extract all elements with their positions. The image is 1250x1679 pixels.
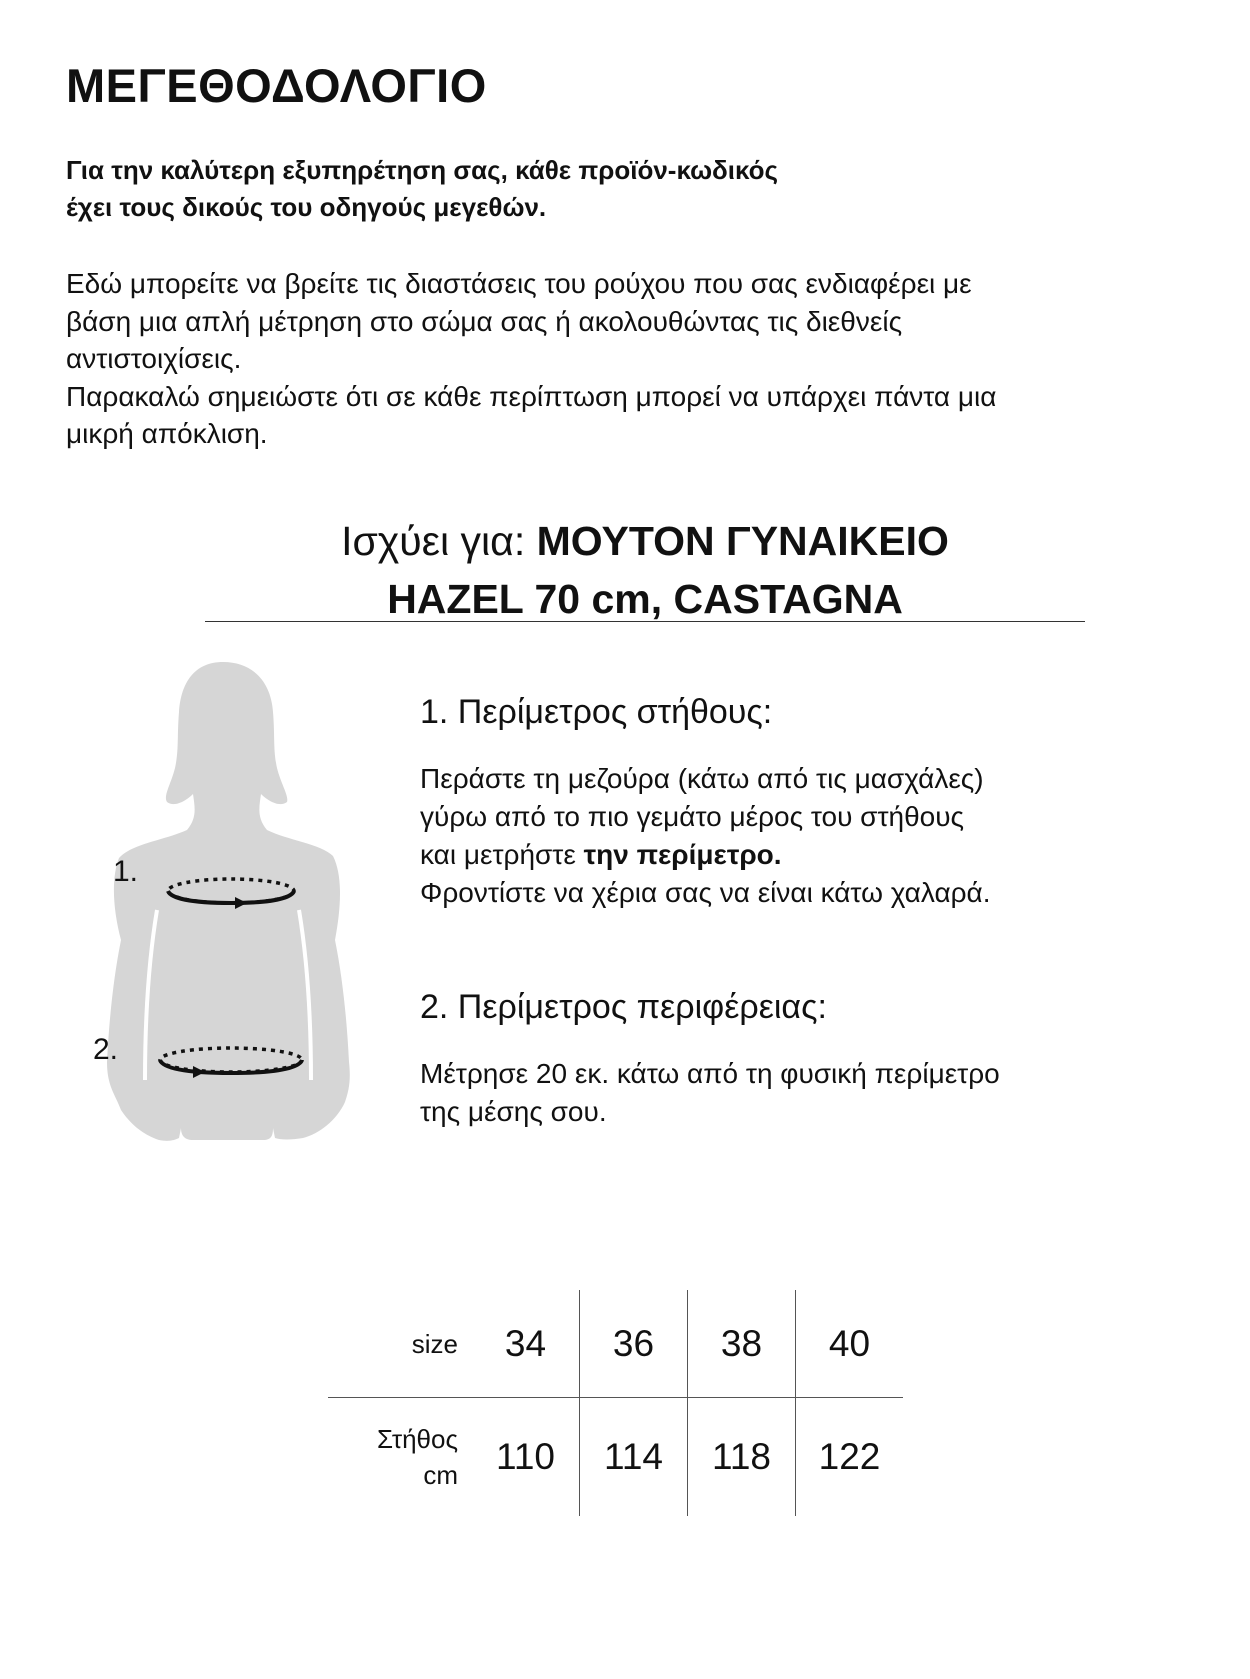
product-heading [205, 512, 1085, 628]
chest-marker-label: 1. [113, 855, 139, 888]
instruction-hip-heading: 2. Περίμετρος περιφέρειας: [420, 988, 827, 1026]
heading-divider [205, 621, 1085, 622]
table-row-chest [328, 1398, 903, 1517]
hip-marker-label: 2. [93, 1033, 119, 1066]
size-cell: 34 [472, 1290, 580, 1398]
body-silhouette-figure [85, 650, 375, 1150]
instruction-chest [420, 690, 1160, 912]
intro-line: βάση μια απλή μέτρηση στο σώμα σας ή ακολουθώντας τις διεθνείς [66, 305, 903, 337]
size-cell: 38 [688, 1290, 796, 1398]
product-name: ΜΟΥΤΟΝ ΓΥΝΑΙΚΕΙΟ [536, 518, 949, 564]
instruction-line-start: και μετρήστε [420, 839, 584, 870]
product-variant: HAZEL 70 cm, CASTAGNA [387, 576, 903, 622]
product-prefix: Ισχύει για: [341, 518, 537, 564]
intro-line: Παρακαλώ σημειώστε ότι σε κάθε περίπτωση μπορεί να υπάρχει πάντα μια [66, 380, 997, 412]
instruction-hip-text [420, 1055, 1160, 1131]
size-table [328, 1290, 903, 1516]
instruction-line-emphasis: την περίμετρο. [583, 839, 782, 870]
instruction-chest-heading: 1. Περίμετρος στήθους: [420, 693, 773, 731]
instruction-line: Φροντίστε να χέρια σας να είναι κάτω χαλαρά. [420, 877, 991, 908]
chest-cell: 114 [580, 1398, 688, 1517]
size-cell: 36 [580, 1290, 688, 1398]
instruction-line: Μέτρησε 20 εκ. κάτω από τη φυσική περίμετρο [420, 1058, 1000, 1089]
instruction-chest-text [420, 760, 1160, 912]
product-heading-line2 [205, 570, 1085, 628]
chest-cell: 122 [818, 1436, 881, 1477]
instruction-hip [420, 985, 1160, 1131]
chest-cell: 118 [688, 1398, 796, 1517]
size-header-label: size [328, 1290, 472, 1398]
chest-row-label-line2: cm [423, 1460, 458, 1490]
intro-bold-line: έχει τους δικούς του οδηγούς μεγεθών. [66, 192, 547, 222]
instruction-line: της μέσης σου. [420, 1096, 607, 1127]
page-title: ΜΕΓΕΘΟΔΟΛΟΓΙΟ [66, 59, 487, 112]
chest-cell: 110 [472, 1398, 580, 1517]
intro-text [66, 265, 1186, 453]
intro-bold-line: Για την καλύτερη εξυπηρέτηση σας, κάθε προϊόν-κωδικός [66, 155, 779, 185]
size-cell: 40 [796, 1290, 904, 1398]
product-heading-line1 [205, 512, 1085, 570]
intro-line: Εδώ μπορείτε να βρείτε τις διαστάσεις του ρούχου που σας ενδιαφέρει με [66, 268, 972, 299]
intro-line: μικρή απόκλιση. [66, 418, 268, 449]
instruction-line: Περάστε τη μεζούρα (κάτω από τις μασχάλες) [420, 763, 984, 794]
instruction-line: γύρω από το πιο γεμάτο μέρος του στήθους [420, 801, 965, 832]
intro-bold-text [66, 152, 1166, 226]
chest-row-label [328, 1398, 472, 1517]
table-row-sizes [328, 1290, 903, 1398]
instruction-line [420, 836, 1160, 874]
intro-line: αντιστοιχίσεις. [66, 343, 242, 374]
chest-row-label-line1: Στήθος [376, 1424, 458, 1454]
